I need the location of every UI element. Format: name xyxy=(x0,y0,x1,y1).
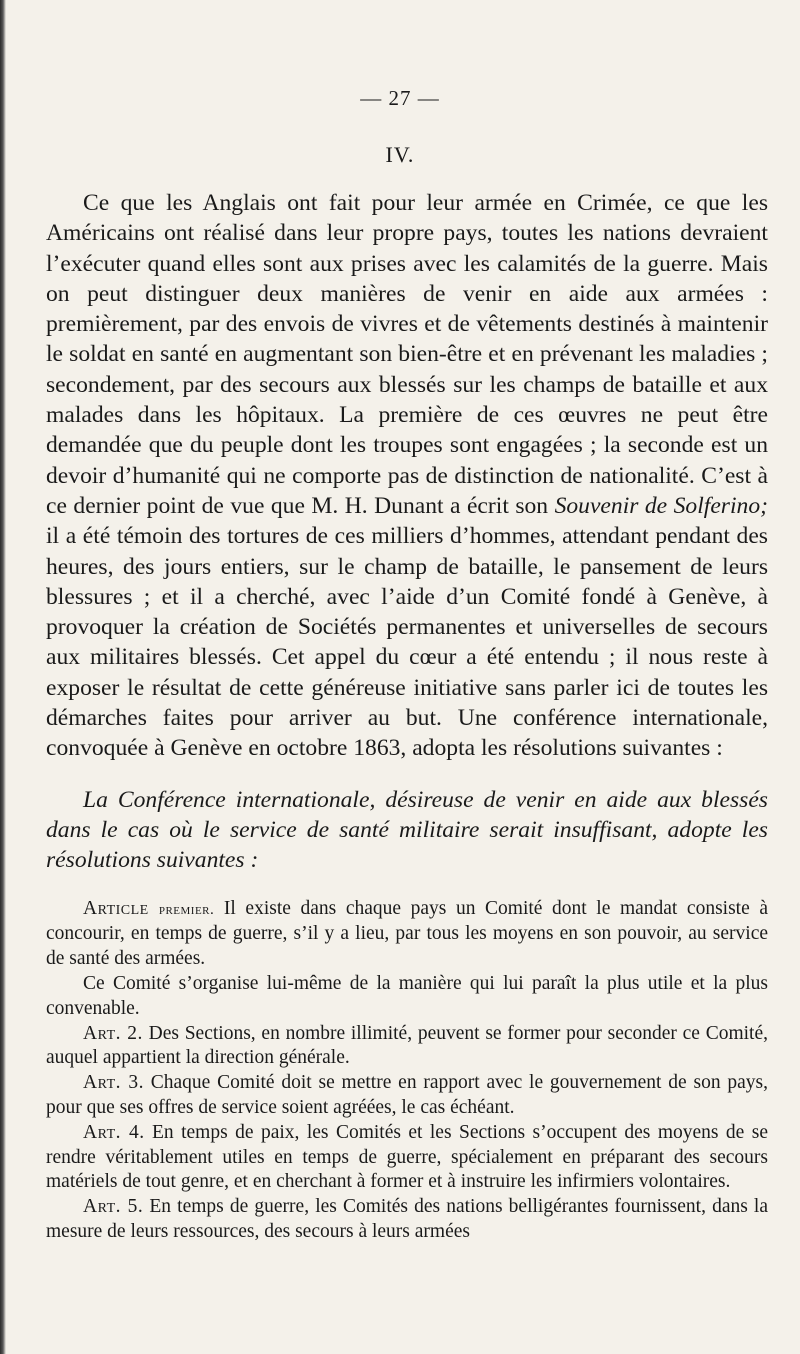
article-item xyxy=(46,1022,768,1072)
page-binding-edge xyxy=(0,0,6,1354)
articles-list xyxy=(46,897,768,1245)
article-text: Il existe dans chaque pays un Comité dont le mandat consiste à concourir, en temps de guerre, s’il y a lieu, par tous les moyens en son pouvoir, au service de santé des armées. xyxy=(46,897,768,970)
article-text: Des Sections, en nombre illimité, peuvent se former pour seconder ce Comité, auquel appartient la direction générale. xyxy=(46,1022,768,1069)
article-text: Chaque Comité doit se mettre en rapport avec le gouvernement de son pays, pour que ses offres de service soient agréées, le cas échéant. xyxy=(46,1072,769,1118)
section-heading: IV. xyxy=(385,142,415,167)
main-paragraph xyxy=(46,188,768,764)
article-label: Art. 3. xyxy=(83,1072,144,1094)
page-number: — 27 — xyxy=(360,86,440,110)
resolution-intro: La Conférence internationale, désireuse de venir en aide aux blessés dans le cas où le service de santé militaire serait insuffisant, adopte les résolutions suivantes : xyxy=(46,786,768,874)
article-label: Art. 4. xyxy=(83,1121,145,1143)
paragraph-text-end: il a été témoin des tortures de ces milliers d’hommes, attendant pendant des heures, des jours entiers, sur le champ de bataille, le pansement de leurs blessures ; et il a cherché, avec l’aide d’un Comité fondé à Genève, à provoquer la création de Sociétés permanentes et universelles de secours aux militaires blessés. Cet appel du cœur a été entendu ; il nous reste à exposer le résultat de cette généreuse initiative sans parler ici de toutes les démarches faites pour arriver au but. Une conférence internationale, convoquée à Genève en octobre 1863, adopta les résolutions suivantes : xyxy=(46,523,768,762)
article-text: En temps de guerre, les Comités des nations belligérantes fournissent, dans la mesure de leurs ressources, des secours à leurs armées xyxy=(46,1196,769,1242)
article-label: Article premier. xyxy=(83,897,215,919)
article-text: Ce Comité s’organise lui-même de la manière qui lui paraît la plus utile et la plus convenable. xyxy=(46,972,768,1019)
article-label: Art. 5. xyxy=(83,1196,144,1218)
paragraph-text-start: Ce que les Anglais ont fait pour leur armée en Crimée, ce que les Américains ont réalisé dans leur propre pays, toutes les nations devraient l’exécuter quand elles sont aux prises avec les calamités de la guerre. Mais on peut distinguer deux manières de venir en aide aux armées : premièrement, par des envois de vivres et de vêtements destinés à maintenir le soldat en santé en augmentant son bien-être et en prévenant les maladies ; secondement, par des secours aux blessés sur les champs de bataille et aux malades dans les hôpitaux. La première de ces œuvres ne peut être demandée que du peuple dont les troupes sont engagées ; la seconde est un devoir d’humanité qui ne comporte pas de distinction de nationalité. C’est à ce dernier point de vue que M. H. Dunant a écrit son xyxy=(46,190,768,519)
article-item xyxy=(46,1121,768,1195)
article-item xyxy=(46,1195,768,1245)
article-text: En temps de paix, les Comités et les Sections s’occupent des moyens de se rendre véritablement utiles en temps de guerre, spécialement en préparant des secours matériels de tout genre, et en cherchant à former et à instruire les infirmiers volontaires. xyxy=(46,1121,769,1193)
text-body xyxy=(46,188,768,1245)
article-item xyxy=(46,1071,768,1121)
article-item xyxy=(46,972,768,1022)
book-title: Souvenir de Solferino; xyxy=(554,492,768,519)
article-label: Art. 2. xyxy=(83,1022,143,1044)
article-item xyxy=(46,897,768,972)
